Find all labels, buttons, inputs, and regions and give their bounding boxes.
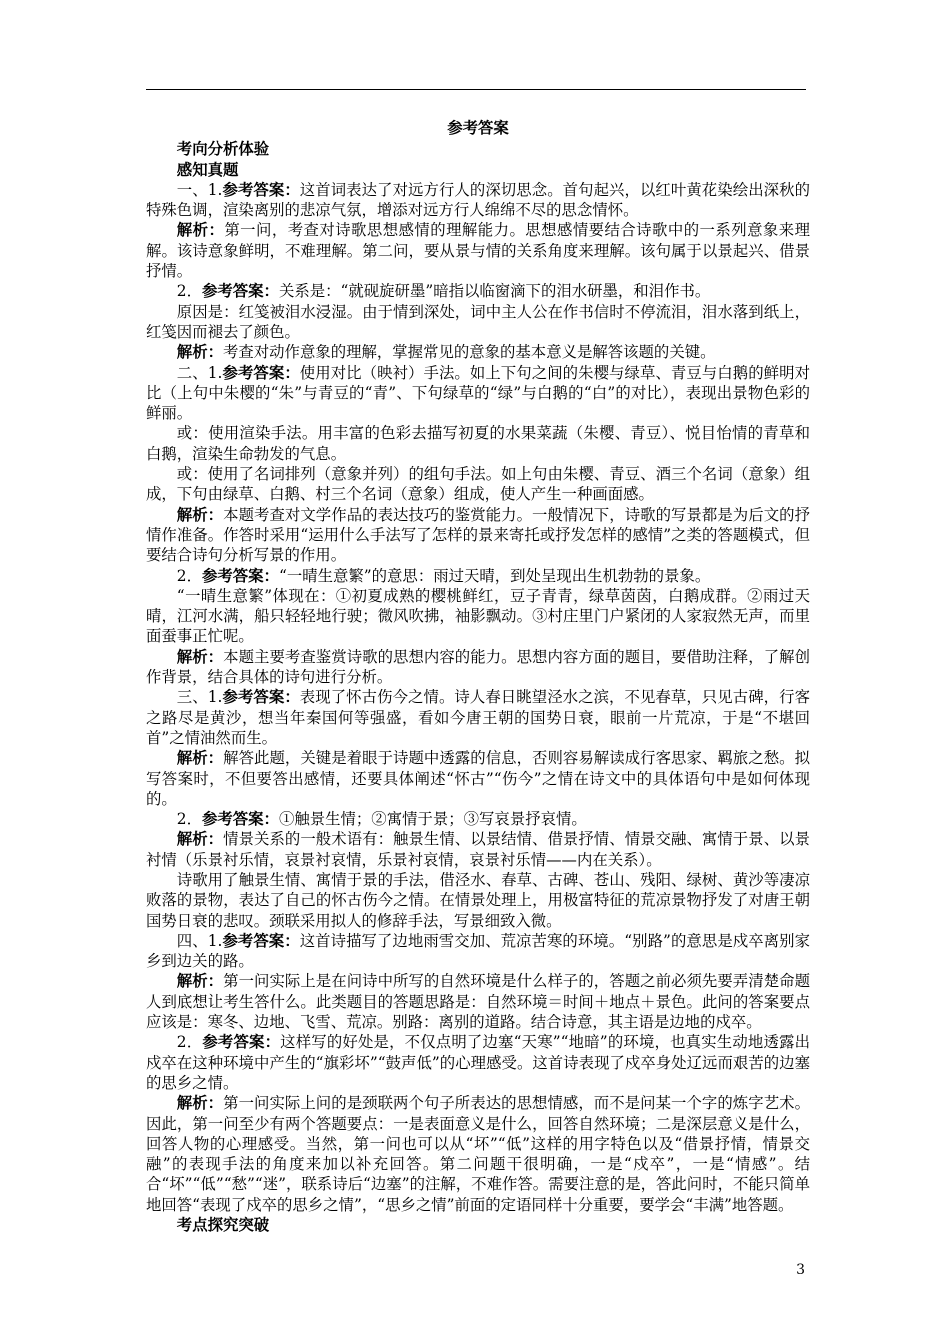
answer-text: 本题考查对文学作品的表达技巧的鉴赏能力。一般情况下，诗歌的写景都是为后文的抒情作准备。作答时采用“运用什么手法写了怎样的景来寄托或抒发怎样的感情”之类的答题模式，但要结合诗句分析写景的作用。: [146, 505, 810, 565]
question-number: 2．: [176, 1033, 203, 1052]
answer-paragraph: [146, 971, 810, 1032]
answer-text: 原因是：红笺被泪水浸湿。由于情到深处，词中主人公在作书信时不停流泪，泪水落到纸上，红笺因而褪去了颜色。: [146, 302, 810, 341]
answer-paragraph: [146, 931, 810, 972]
answer-label: 解析：: [176, 221, 225, 240]
answer-text: “一晴生意繁”的意思：雨过天晴，到处呈现出生机勃勃的景象。: [278, 566, 711, 585]
section-subheading: 感知真题: [176, 160, 239, 179]
page-title: 参考答案: [447, 119, 509, 137]
answer-text: 本题主要考查鉴赏诗歌的思想内容的能力。思想内容方面的题目，要借助注释，了解创作背景，结合具体的诗句进行分析。: [146, 647, 810, 687]
answer-paragraph: [146, 1032, 810, 1093]
answer-text: 关系是：“就砚旋研墨”暗指以临窗滴下的泪水研墨，和泪作书。: [278, 282, 711, 301]
answer-paragraph: [146, 363, 810, 424]
answer-paragraph: [146, 220, 810, 281]
answer-label: 解析：: [176, 343, 223, 362]
answer-label: 解析：: [176, 830, 224, 849]
answer-text: “一晴生意繁”体现在：①初夏成熟的樱桃鲜红，豆子青青，绿草茵茵，白鹅成群。②雨过天晴，江河水满，船只轻轻地行驶；微风吹拂，袖影飘动。③村庄里门户紧闭的人家寂然无声，而里面蚕事正忙呢。: [146, 586, 810, 646]
header-rule: [146, 89, 806, 90]
answer-paragraph: [146, 180, 810, 221]
answer-label: 解析：: [176, 505, 224, 524]
answer-paragraph: [146, 829, 810, 870]
answer-text: 这首诗描写了边地雨雪交加、荒凉苦寒的环境。“别路”的意思是戍卒离别家乡到边关的路。: [146, 931, 810, 971]
answer-label: 参考答案：: [222, 931, 300, 950]
answer-text: 解答此题，关键是着眼于诗题中透露的信息，否则容易解读成行客思家、羁旅之愁。拟写答案时，不但要答出感情，还要具体阐述“怀古”“伤今”之情在诗文中的具体语句中是如何体现的。: [146, 749, 810, 808]
answer-label: 参考答案：: [222, 688, 300, 707]
answer-paragraph: [146, 809, 810, 829]
answer-paragraphs: [146, 180, 810, 1215]
answer-label: 解析：: [176, 972, 224, 991]
answer-label: 参考答案：: [222, 180, 300, 199]
section-heading: 考向分析体验: [176, 140, 270, 159]
question-number: 2．: [176, 810, 202, 829]
question-number: 2．: [176, 566, 202, 585]
answer-paragraph: [146, 423, 810, 464]
section-heading-2: 考点探究突破: [176, 1216, 270, 1235]
question-number: 一、1.: [176, 180, 223, 199]
answer-label: 解析：: [176, 749, 224, 768]
answer-paragraph: [146, 870, 810, 931]
answer-label: 参考答案：: [201, 810, 279, 829]
answer-label: 参考答案：: [201, 282, 279, 301]
answer-paragraph: [146, 748, 810, 809]
answer-text: 第一问，考查对诗歌思想感情的理解能力。思想感情要结合诗歌中的一系列意象来理解。该诗意象鲜明，不难理解。第二问，要从景与情的关系角度来理解。该句属于以景起兴、借景抒情。: [146, 221, 810, 281]
answer-text: 诗歌用了触景生情、寓情于景的手法，借泾水、春草、古碑、苍山、残阳、绿树、黄沙等凄凉败落的景物，表达了自己的怀古伤今之情。在情景处理上，用极富特征的荒凉景物抒发了对唐王朝国势日衰的悲叹。颈联采用拟人的修辞手法，写景细致入微。: [146, 870, 810, 930]
page-number: 3: [796, 1262, 805, 1278]
answer-label: 参考答案：: [222, 363, 300, 382]
answer-text: ①触景生情；②寓情于景；③写哀景抒哀情。: [278, 810, 587, 829]
answer-text: 这首词表达了对远方行人的深切思念。首句起兴，以红叶黄花染绘出深秋的特殊色调，渲染离别的悲凉气氛，增添对远方行人绵绵不尽的思念情怀。: [146, 180, 810, 220]
answer-paragraph: [146, 586, 810, 647]
document-body: [146, 118, 810, 1235]
answer-label: 参考答案：: [201, 566, 279, 585]
answer-label: 参考答案：: [202, 1033, 281, 1052]
answer-paragraph: [146, 647, 810, 688]
answer-text: 或：使用了名词排列（意象并列）的组句手法。如上句由朱樱、青豆、酒三个名词（意象）组成，下句由绿草、白鹅、村三个名词（意象）组成，使人产生一种画面感。: [146, 465, 810, 504]
question-number: 三、1.: [176, 688, 223, 707]
answer-paragraph: [146, 505, 810, 566]
answer-label: 解析：: [176, 1094, 224, 1113]
answer-paragraph: [146, 687, 810, 748]
answer-paragraph: [146, 464, 810, 505]
question-number: 四、1.: [176, 931, 223, 950]
answer-text: 情景关系的一般术语有：触景生情、以景结情、借景抒情、情景交融、寓情于景、以景衬情（乐景衬乐情，哀景衬哀情，乐景衬哀情，哀景衬乐情——内在关系）。: [146, 830, 810, 869]
question-number: 2．: [176, 282, 202, 301]
answer-text: 使用对比（映衬）手法。如上下句之间的朱樱与绿草、青豆与白鹅的鲜明对比（上句中朱樱的“朱”与青豆的“青”、下句绿草的“绿”与白鹅的“白”的对比），表现出景物色彩的鲜丽。: [146, 363, 810, 423]
answer-text: 第一问实际上问的是颈联两个句子所表达的思想情感，而不是问某一个字的炼字艺术。因此，第一问至少有两个答题要点：一是表面意义是什么，回答自然环境；二是深层意义是什么，回答人物的心理感受。当然，第一问也可以从“坏”“低”这样的用字特色以及“借景抒情，情景交融”的表现手法的角度来加以补充回答。第二问题干很明确，一是“戍卒”，一是“情感”。结合“坏”“低”“愁”“迷”，联系诗后“边塞”的注解，不难作答。需要注意的是，答此问时，不能只简单地回答“表现了戍卒的思乡之情”，“思乡之情”前面的定语同样十分重要，要学会“丰满”地答题。: [146, 1094, 810, 1214]
answer-paragraph: [146, 1093, 810, 1215]
question-number: 二、1.: [176, 363, 223, 382]
answer-label: 解析：: [176, 647, 224, 666]
answer-text: 这样写的好处是，不仅点明了边塞“天寒”“地暗”的环境，也真实生动地透露出戍卒在这种环境中产生的“旗彩坏”“鼓声低”的心理感受。这首诗表现了戍卒身处辽远而艰苦的边塞的思乡之情。: [146, 1033, 810, 1092]
answer-text: 第一问实际上是在问诗中所写的自然环境是什么样子的，答题之前必须先要弄清楚命题人到底想让考生答什么。此类题目的答题思路是：自然环境＝时间＋地点＋景色。此问的答案要点应该是：寒冬、边地、飞雪、荒凉。别路：离别的道路。结合诗意，其主语是边地的戍卒。: [146, 972, 810, 1032]
answer-text: 或：使用渲染手法。用丰富的色彩去描写初夏的水果菜蔬（朱樱、青豆）、悦目怡情的青草和白鹅，渲染生命勃发的气息。: [146, 424, 810, 463]
answer-paragraph: [146, 342, 810, 362]
answer-paragraph: [146, 302, 810, 343]
answer-paragraph: [146, 566, 810, 586]
answer-text: 考查对动作意象的理解，掌握常见的意象的基本意义是解答该题的关键。: [222, 343, 716, 362]
answer-text: 表现了怀古伤今之情。诗人春日眺望泾水之滨，不见春草，只见古碑，行客之路尽是黄沙，想当年秦国何等强盛，看如今唐王朝的国势日衰，眼前一片荒凉，于是“不堪回首”之情油然而生。: [146, 688, 810, 747]
answer-paragraph: [146, 281, 810, 301]
